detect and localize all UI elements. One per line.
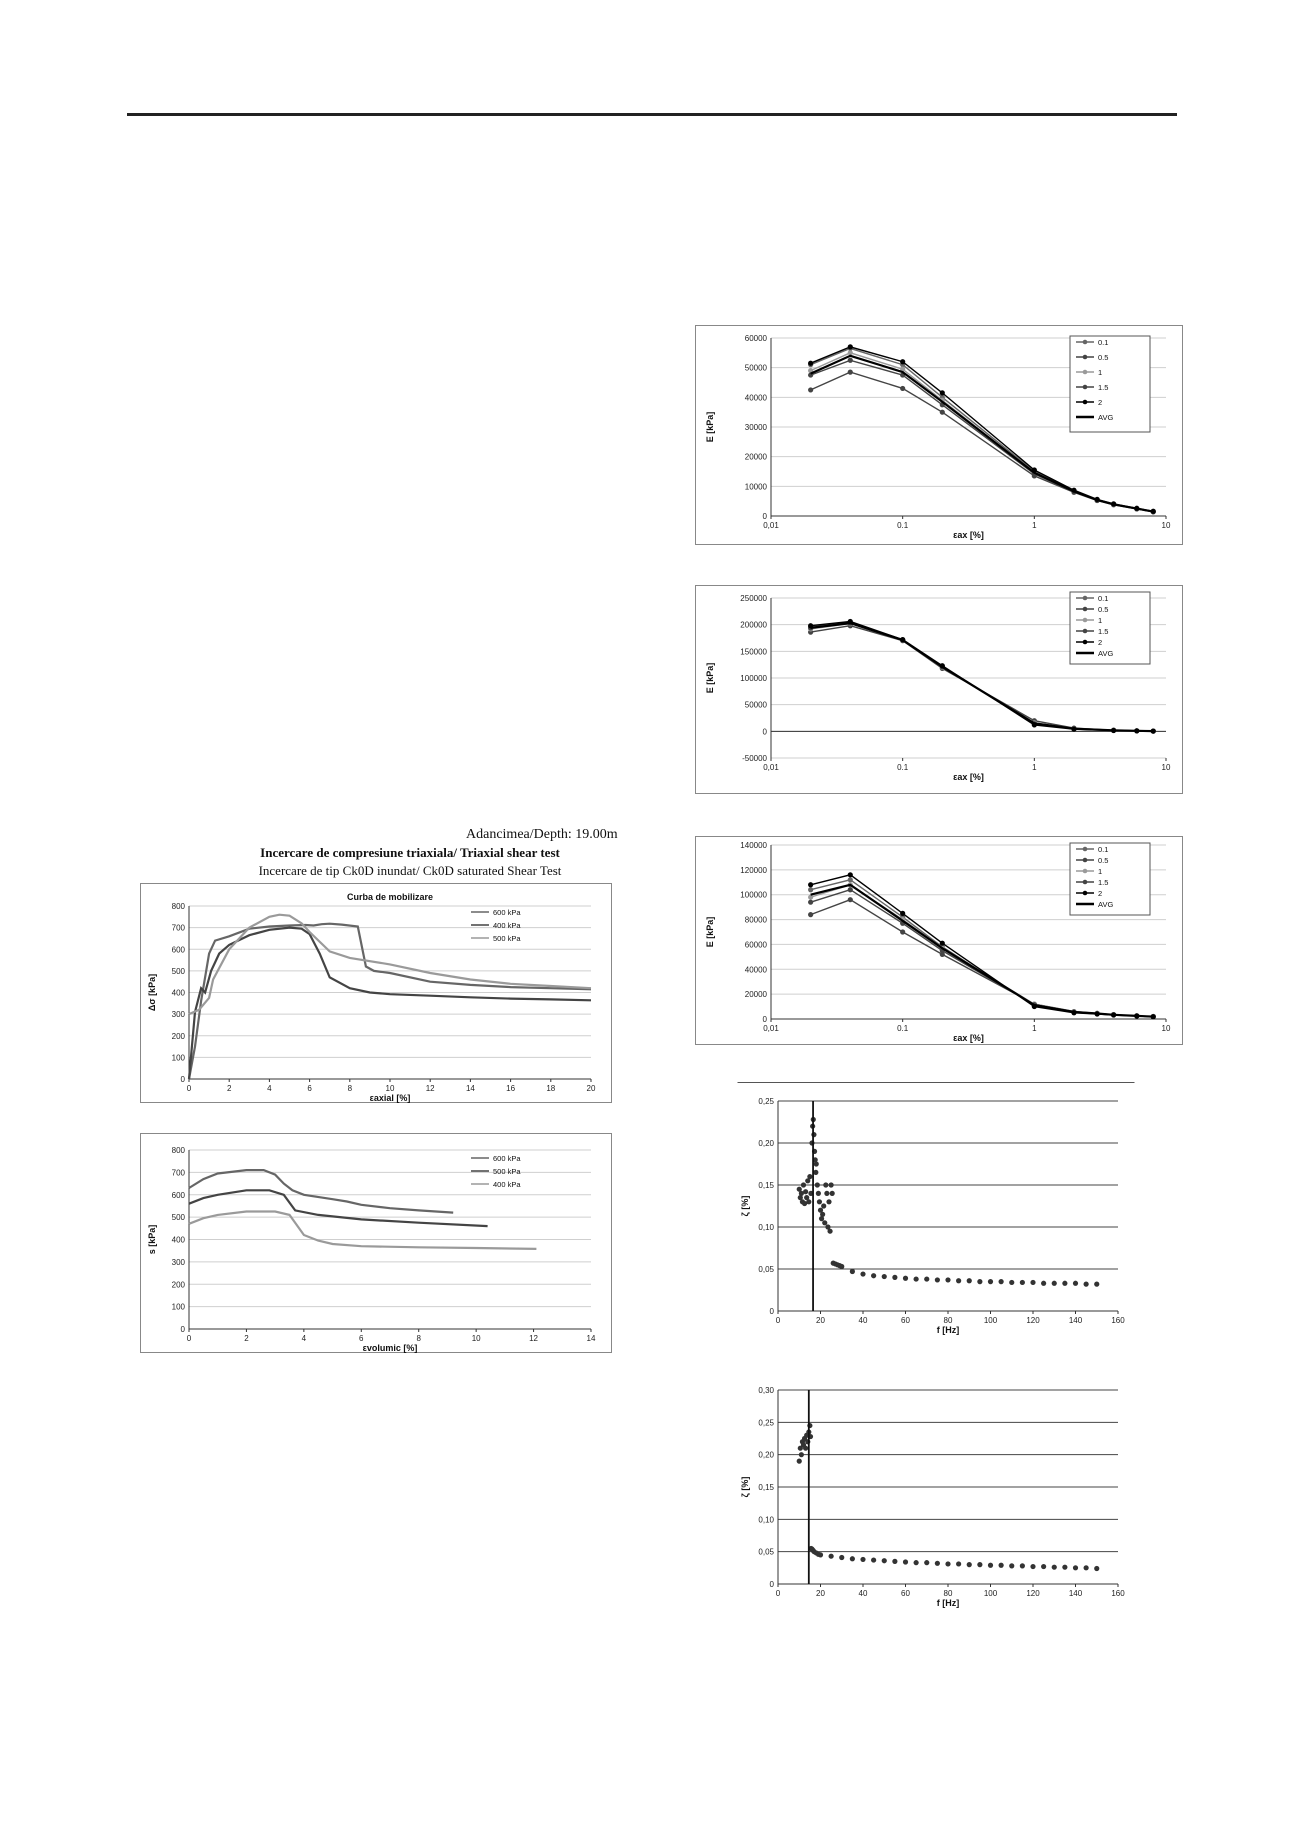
series-line-600-kPa [189,924,591,1079]
y-tick-label: 0 [762,727,767,737]
data-point [900,929,905,934]
data-point [999,1279,1004,1284]
data-point [817,1199,822,1204]
data-point [903,1559,908,1564]
data-point [1030,1280,1035,1285]
data-point [808,361,813,366]
legend-marker [1083,596,1088,601]
legend-label: AVG [1098,413,1114,422]
data-point [1020,1563,1025,1568]
y-tick-label: 200 [171,1280,185,1290]
data-point [935,1277,940,1282]
legend-label: 0.5 [1098,605,1109,614]
legend-marker [1083,847,1088,852]
data-point [900,359,905,364]
data-point [988,1279,993,1284]
x-tick-label: 20 [816,1589,825,1598]
data-point [850,1269,855,1274]
legend-marker [1083,370,1088,375]
x-tick-label: 12 [529,1334,539,1343]
x-axis-label: εax [%] [953,772,984,782]
legend-label: 600 kPa [493,908,521,917]
x-tick-label: 4 [267,1084,272,1093]
depth-label: Adancimea/Depth: 19.00m [466,827,618,842]
data-point [850,1556,855,1561]
legend-label: 1.5 [1098,878,1109,887]
y-tick-label: 0 [180,1075,185,1084]
y-tick-label: 140000 [740,841,767,850]
data-point [882,1558,887,1563]
modulus-chart-1 [695,325,1183,545]
data-point [799,1452,804,1457]
x-tick-label: 1 [1032,521,1037,530]
y-tick-label: 0 [769,1580,774,1589]
x-tick-label: 140 [1068,1589,1083,1598]
y-tick-label: 0 [762,512,767,521]
data-point [829,1554,834,1559]
data-point [808,387,813,392]
legend-marker [1083,640,1088,645]
y-tick-label: 120000 [740,865,767,875]
data-point [839,1264,844,1269]
data-point [1084,1565,1089,1570]
data-point [940,941,945,946]
data-point [822,1220,827,1225]
data-point [839,1555,844,1560]
y-tick-label: 80000 [744,915,767,925]
legend-label: 2 [1098,398,1103,407]
legend-label: 0.1 [1098,594,1109,603]
legend-label: 0.1 [1098,338,1109,347]
legend-label: 2 [1098,889,1103,898]
data-point [940,410,945,415]
data-point [827,1229,832,1234]
data-point [914,1276,919,1281]
x-tick-label: 1 [1032,1024,1037,1033]
x-axis-label: εvolumic [%] [362,1343,418,1353]
data-point [816,1191,821,1196]
data-point [1084,1282,1089,1287]
data-point [1094,1566,1099,1571]
y-tick-label: 30000 [744,423,767,432]
legend-label: 0.5 [1098,353,1109,362]
data-point [803,1189,808,1194]
volumetric-strain-chart [140,1133,612,1353]
y-tick-label: 500 [171,1213,185,1223]
y-axis-label: Δσ [kPa] [147,973,157,1012]
data-point [803,1446,808,1451]
y-tick-label: 0 [762,1015,767,1024]
y-tick-label: 400 [171,988,185,998]
y-axis-label: s [kPa] [147,1224,157,1255]
legend-label: AVG [1098,649,1114,658]
x-axis-label: εax [%] [953,1033,984,1043]
legend-label: 600 kPa [493,1154,521,1163]
x-tick-label: 140 [1068,1316,1083,1325]
data-point [1073,1281,1078,1286]
y-tick-label: 250000 [740,594,767,603]
legend-label: 400 kPa [493,1180,521,1189]
y-axis-label: ζ [%] [740,1476,750,1498]
x-tick-label: 40 [858,1589,868,1598]
x-tick-label: 20 [816,1316,825,1325]
legend-label: 500 kPa [493,934,521,943]
mobilization-curve-svg [141,884,611,1102]
chart-title-line2: Incercare de tip Ck0D inundat/ Ck0D saturated Shear Test [258,863,562,878]
data-point [1009,1563,1014,1568]
data-point [848,897,853,902]
x-tick-label: 10 [471,1334,481,1343]
x-tick-label: 8 [347,1084,353,1093]
y-tick-label: 0,05 [758,1265,774,1274]
damping-chart-2-svg [738,1376,1134,1612]
series-line-600-kPa [189,1170,453,1213]
y-axis-label: E [kPa] [705,916,715,948]
y-tick-label: 400 [171,1235,185,1245]
y-tick-label: 20000 [744,990,767,1000]
data-point [1052,1565,1057,1570]
data-point [860,1557,865,1562]
series-line-500-kPa [189,1190,488,1226]
legend-marker [1083,385,1088,390]
data-point [1020,1280,1025,1285]
x-tick-label: 0.1 [897,763,909,772]
x-tick-label: 14 [465,1084,475,1093]
y-tick-label: 500 [171,966,185,976]
y-tick-label: 100000 [740,674,767,683]
x-tick-label: 80 [943,1589,953,1598]
data-point [801,1182,806,1187]
x-tick-label: 0 [186,1084,192,1093]
y-tick-label: 40000 [744,965,767,975]
y-tick-label: 0,25 [758,1418,774,1428]
y-tick-label: 0 [769,1307,774,1316]
volumetric-strain-svg [141,1134,611,1352]
x-axis-label: εax [%] [953,530,984,540]
legend-label: 0.5 [1098,856,1109,865]
x-axis-label: f [Hz] [936,1598,960,1608]
data-point [945,1561,950,1566]
data-point [815,1182,820,1187]
y-tick-label: -50000 [742,754,767,763]
data-point [808,887,813,892]
legend-label: 2 [1098,638,1103,647]
legend-marker [1083,880,1088,885]
data-point [808,912,813,917]
data-point [967,1278,972,1283]
y-tick-label: 0,15 [758,1483,774,1492]
damping-chart-2 [737,1375,1135,1613]
data-point [808,895,813,900]
y-axis-label: E [kPa] [705,411,715,443]
chart-title: Curba de mobilizare [346,892,434,902]
data-point [814,1161,819,1166]
y-tick-label: 0,05 [758,1547,774,1557]
data-point [818,1552,823,1557]
x-tick-label: 6 [359,1334,364,1343]
data-point [1009,1280,1014,1285]
y-tick-label: 100 [171,1302,185,1312]
mobilization-curve-chart [140,883,612,1103]
data-point [848,370,853,375]
legend-label: AVG [1098,900,1114,909]
data-point [1041,1564,1046,1569]
data-point [807,1174,812,1179]
y-tick-label: 600 [171,945,185,955]
y-tick-label: 50000 [744,363,767,373]
x-tick-label: 10 [1161,763,1171,772]
x-tick-label: 0,01 [763,521,779,530]
x-tick-label: 2 [244,1334,249,1343]
legend-marker [1083,629,1088,634]
data-point [1062,1565,1067,1570]
x-tick-label: 10 [1161,521,1171,530]
x-tick-label: 0 [186,1334,192,1343]
data-point [945,1277,950,1282]
legend-marker [1083,869,1088,874]
x-tick-label: 0,01 [763,763,779,772]
data-point [848,872,853,877]
legend-marker [1083,858,1088,863]
header-rule [127,113,1177,116]
chart-title-line1: Incercare de compresiune triaxiala/ Triaxial shear test [260,845,560,860]
data-point [848,877,853,882]
x-tick-label: 8 [416,1334,421,1343]
legend-label: 0.1 [1098,845,1109,854]
x-tick-label: 16 [506,1084,516,1093]
data-point [848,344,853,349]
y-tick-label: 0,25 [758,1097,774,1106]
legend-label: 1 [1098,368,1103,377]
y-tick-label: 0,30 [758,1386,774,1395]
y-tick-label: 800 [171,1146,185,1155]
data-point [860,1271,865,1276]
data-point [967,1562,972,1567]
data-point [848,887,853,892]
y-tick-label: 800 [171,902,185,911]
y-axis-label: E [kPa] [705,662,715,694]
x-tick-label: 20 [586,1084,596,1093]
data-point [806,1199,811,1204]
data-point [892,1559,897,1564]
x-tick-label: 6 [307,1084,312,1093]
legend-marker [1083,355,1088,360]
data-point [830,1191,835,1196]
data-point [797,1459,802,1464]
x-tick-label: 0.1 [897,1024,909,1033]
x-tick-label: 160 [1111,1316,1125,1325]
legend-label: 1.5 [1098,383,1109,392]
data-point [1073,1565,1078,1570]
data-point [871,1273,876,1278]
y-tick-label: 200 [171,1031,185,1041]
x-tick-label: 18 [546,1084,556,1093]
x-tick-label: 10 [1161,1024,1171,1033]
data-point [829,1182,834,1187]
data-point [999,1563,1004,1568]
x-tick-label: 4 [301,1334,307,1343]
data-point [826,1199,831,1204]
y-tick-label: 40000 [744,393,767,403]
x-tick-label: 1 [1032,763,1037,772]
legend-marker [1083,891,1088,896]
data-point [903,1276,908,1281]
modulus-chart-3 [695,836,1183,1045]
x-tick-label: 100 [983,1316,998,1325]
data-point [988,1563,993,1568]
y-tick-label: 700 [171,1168,185,1178]
data-point [882,1274,887,1279]
data-point [956,1278,961,1283]
data-point [892,1275,897,1280]
data-point [924,1276,929,1281]
y-axis-label: ζ [%] [740,1195,750,1217]
y-tick-label: 0,15 [758,1181,774,1190]
y-tick-label: 50000 [744,700,767,710]
y-tick-label: 0,20 [758,1139,774,1148]
data-point [813,1170,818,1175]
x-tick-label: 0 [775,1589,781,1598]
modulus-chart-1-svg [696,326,1182,544]
y-tick-label: 0,20 [758,1450,774,1460]
data-point [1041,1281,1046,1286]
legend-label: 1 [1098,867,1103,876]
x-tick-label: 12 [425,1084,435,1093]
x-tick-label: 120 [1026,1589,1040,1598]
data-point [900,386,905,391]
data-point [940,390,945,395]
y-tick-label: 10000 [744,482,767,492]
legend-label: 500 kPa [493,1167,521,1176]
y-tick-label: 300 [171,1257,185,1267]
legend-marker [1083,340,1088,345]
data-point [977,1562,982,1567]
y-tick-label: 300 [171,1010,185,1020]
y-tick-label: 700 [171,923,185,933]
data-point [900,911,905,916]
x-tick-label: 2 [226,1084,232,1093]
legend-marker [1083,607,1088,612]
x-axis-label: εaxial [%] [369,1093,411,1103]
x-tick-label: 120 [1026,1316,1040,1325]
data-point [820,1212,825,1217]
data-point [821,1203,826,1208]
y-tick-label: 0,10 [758,1223,774,1232]
y-tick-label: 100000 [740,890,767,900]
data-point [848,358,853,363]
legend-label: 1 [1098,616,1103,625]
data-point [1030,1564,1035,1569]
data-point [1052,1281,1057,1286]
data-point [914,1560,919,1565]
data-point [924,1560,929,1565]
damping-chart-1-svg [738,1083,1134,1339]
data-point [1094,1282,1099,1287]
y-tick-label: 60000 [744,940,767,950]
x-tick-label: 60 [901,1589,910,1598]
legend-marker [1083,400,1088,405]
x-tick-label: 0,01 [763,1024,779,1033]
y-tick-label: 200000 [740,620,767,630]
data-point [808,900,813,905]
x-tick-label: 0.1 [897,521,909,530]
y-tick-label: 20000 [744,452,767,462]
x-tick-label: 100 [983,1589,998,1598]
y-tick-label: 0 [180,1325,185,1334]
data-point [935,1561,940,1566]
data-point [871,1557,876,1562]
x-tick-label: 40 [858,1316,868,1325]
legend-marker [1083,618,1088,623]
data-point [1062,1281,1067,1286]
y-tick-label: 150000 [740,647,767,657]
modulus-chart-2 [695,585,1183,794]
series-line-0-5 [811,900,1154,1017]
x-tick-label: 10 [385,1084,395,1093]
y-tick-label: 600 [171,1190,185,1200]
x-tick-label: 14 [586,1334,596,1343]
data-point [824,1191,829,1196]
x-tick-label: 160 [1111,1589,1125,1598]
x-tick-label: 0 [775,1316,781,1325]
legend-label: 400 kPa [493,921,521,930]
legend-label: 1.5 [1098,627,1109,636]
series-line-400-kPa [189,928,591,1079]
y-tick-label: 0,10 [758,1515,774,1525]
x-axis-label: f [Hz] [936,1325,960,1335]
y-tick-label: 60000 [744,334,767,343]
modulus-chart-3-svg [696,837,1182,1044]
x-tick-label: 80 [943,1316,953,1325]
data-point [808,882,813,887]
data-point [823,1182,828,1187]
damping-chart-1 [737,1082,1135,1340]
modulus-chart-2-svg [696,586,1182,793]
data-point [956,1561,961,1566]
x-tick-label: 60 [901,1316,910,1325]
y-tick-label: 100 [171,1053,185,1063]
data-point [977,1279,982,1284]
